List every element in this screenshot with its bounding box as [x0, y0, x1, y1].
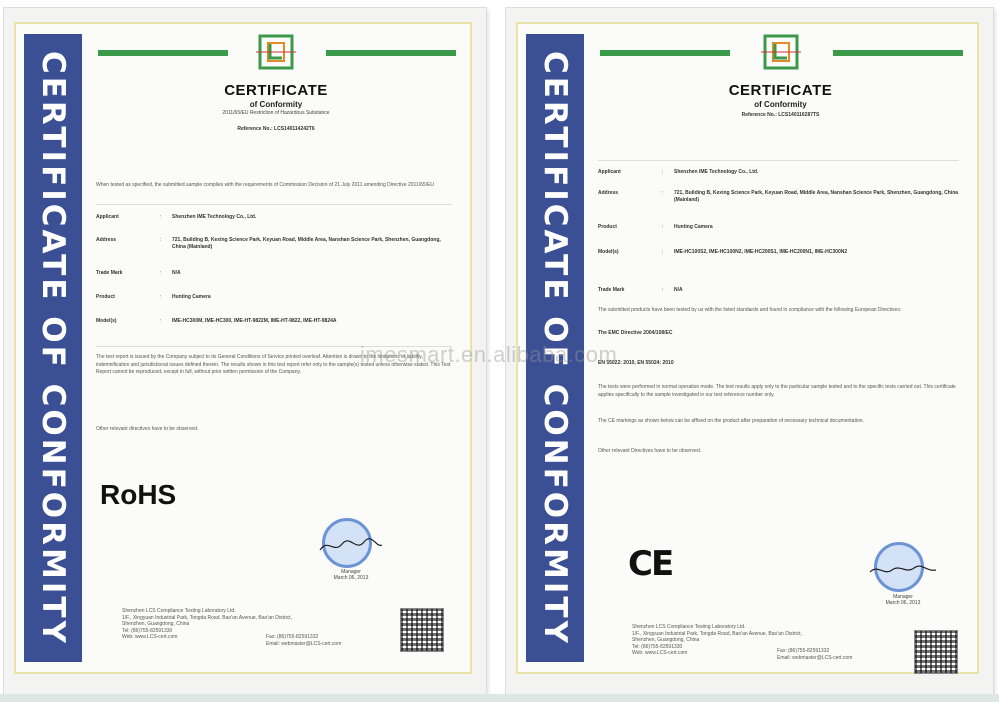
emc-directive: The EMC Directive 2004/108/EC	[598, 330, 673, 336]
field-applicant: Applicant : Shenzhen IME Technology Co., Ltd.	[96, 214, 454, 221]
directive-line: 2011/65/EU Restriction of Hazardous Substance	[222, 110, 330, 116]
field-label: Model(s)	[96, 318, 117, 324]
footer-fax: Fax: (86)755-82591332	[266, 634, 319, 640]
field-label: Address	[96, 237, 117, 243]
certificate-subtitle: of Conformity	[754, 100, 807, 109]
signature-date: March 06, 2013	[885, 600, 921, 606]
divider-rule	[96, 204, 452, 205]
footer-line: 1/F., Xingyuan Industrial Park, Tongda Road, Bao'an Avenue, Bao'an District,	[122, 614, 292, 621]
field-value: Shenzhen IME Technology Co., Ltd.	[674, 169, 759, 175]
terms-text: The test report is issued by the Company subject to its General Conditions of Service printed overleaf. Attention is drawn to the limitations of liability, indemnification and jurisdictional issues defined therein. The results shown in this test report refer only to the sample(s) tested unless otherwise stated. This Test Report cannot be reproduced, except in full, without prior written permission of the Company.	[96, 354, 451, 375]
footer-line: Shenzhen LCS Compliance Testing Laboratory Ltd.	[122, 608, 236, 614]
field-value: IME-HC300M, IME-HC300, IME-HT-9822M, IME-HT-9822, IME-HT-9824A	[172, 318, 337, 324]
field-models: Model(s) : IME-HC100S2, IME-HC100N2, IME-HC200S1, IME-HC200N1, IME-HC300N2	[598, 249, 961, 256]
field-value: 721, Building B, Kexing Science Park, Keyuan Road, Middle Area, Nanshan Science Park, Shenzhen, Guangdong, China (Mainland)	[172, 237, 441, 250]
tested-text: The submitted products have been tested by us with the listed standards and found in compliance with the following European Directives:	[598, 307, 902, 313]
field-product: Product : Hunting Camera	[598, 224, 961, 231]
field-label: Applicant	[598, 169, 621, 175]
field-label: Product	[598, 224, 617, 230]
top-bar-left	[98, 50, 228, 56]
field-value: Hunting Camera	[674, 224, 713, 230]
lab-footer-contact	[777, 648, 852, 661]
footer-line: Shenzhen, Guangdong, China	[632, 637, 700, 643]
lab-stamp-icon	[316, 518, 386, 568]
footer-email: Email: webmaster@LCS-cert.com	[266, 640, 342, 647]
side-band	[24, 34, 82, 662]
band-text: CERTIFICATE OF CONFORMITY	[537, 50, 573, 646]
top-bar-right	[326, 50, 456, 56]
rohs-mark: RoHS	[100, 479, 177, 510]
field-models: Model(s) : IME-HC300M, IME-HC300, IME-HT-9822M, IME-HT-9822, IME-HT-9824A	[96, 318, 454, 325]
manager-title: Manager	[893, 594, 913, 600]
emc-standards: EN 55022: 2010, EN 55024: 2010	[598, 360, 674, 366]
tests-text: The tests were performed in normal operation mode. The test results apply only to the particular sample tested and to the specific tests carried out. This certificate applies specifically to the sample investigated in our test reference number only.	[598, 384, 956, 398]
field-label: Applicant	[96, 214, 119, 220]
lcs-logo-icon	[761, 34, 801, 72]
lcs-logo-icon	[256, 34, 296, 72]
field-address: Address : 721, Building B, Kexing Science Park, Keyuan Road, Middle Area, Nanshan Science Park, Shenzhen, Guangdong, China (Mainland)	[96, 237, 454, 251]
intro-text: When tested as specified, the submitted sample complies with the requirements of Commission Decision of 21 July 2011 amending Directive 2011/65/EU	[96, 182, 435, 188]
field-label: Trade Mark	[598, 287, 625, 293]
signature-date: March 06, 2013	[333, 575, 369, 581]
reference-number: Reference No.: LCS140114242T6	[237, 126, 315, 132]
divider-rule	[598, 160, 959, 161]
lab-stamp-icon	[868, 542, 938, 592]
footer-line: Web: www.LCS-cert.com	[632, 650, 688, 656]
lab-footer-contact	[266, 634, 341, 647]
bottom-strip	[0, 694, 999, 702]
field-label: Trade Mark	[96, 270, 123, 276]
field-value: N/A	[172, 270, 181, 276]
field-trademark: Trade Mark : N/A	[598, 287, 961, 294]
certificate-title: CERTIFICATE	[728, 82, 833, 99]
other-directives: Other relevant directives have to be observed.	[96, 426, 199, 432]
field-value: Hunting Camera	[172, 294, 211, 300]
field-label: Address	[598, 190, 619, 196]
field-value: IME-HC100S2, IME-HC100N2, IME-HC200S1, IME-HC200N1, IME-HC300N2	[674, 249, 848, 255]
footer-line: Shenzhen, Guangdong, China	[122, 621, 190, 627]
qr-code-icon	[400, 608, 444, 652]
top-bar-right	[833, 50, 963, 56]
band-text: CERTIFICATE OF CONFORMITY	[35, 50, 71, 646]
other-directives: Other relevant Directives have to be observed.	[598, 448, 702, 454]
field-value: N/A	[674, 287, 683, 293]
top-bar-left	[600, 50, 730, 56]
certificate-subtitle: of Conformity	[249, 100, 303, 109]
footer-line: Tel: (86)755-82591330	[122, 627, 173, 634]
watermark: imesmart.en.alibaba.com	[360, 342, 618, 367]
field-applicant: Applicant : Shenzhen IME Technology Co., Ltd.	[598, 169, 961, 176]
field-value: Shenzhen IME Technology Co., Ltd.	[172, 214, 257, 220]
footer-fax: Fax: (86)755-82591332	[777, 648, 830, 654]
field-product: Product : Hunting Camera	[96, 294, 454, 301]
footer-email: Email: webmaster@LCS-cert.com	[777, 654, 853, 661]
footer-line: Shenzhen LCS Compliance Testing Laboratory Ltd.	[632, 624, 746, 630]
field-value: 721, Building B, Kexing Science Park, Keyuan Road, Middle Area, Nanshan Science Park, Shenzhen, Guangdong, China (Mainland)	[674, 190, 959, 203]
footer-line: Tel: (86)755-82591330	[632, 643, 683, 650]
footer-line: Web: www.LCS-cert.com	[122, 634, 178, 640]
field-label: Product	[96, 294, 115, 300]
field-address: Address : 721, Building B, Kexing Science Park, Keyuan Road, Middle Area, Nanshan Science Park, Shenzhen, Guangdong, China (Mainland)	[598, 190, 961, 204]
ce-mark: CE	[628, 544, 673, 584]
footer-line: 1/F., Xingyuan Industrial Park, Tongda Road, Bao'an Avenue, Bao'an District,	[632, 630, 802, 637]
qr-code-icon	[914, 630, 958, 674]
ce-marking-text: The CE markings as shown below can be affixed on the product after preparation of necessary technical documentation.	[598, 418, 864, 424]
reference-number: Reference No.: LCS140116287TS	[741, 112, 820, 118]
certificate-title: CERTIFICATE	[224, 82, 328, 99]
field-label: Model(s)	[598, 249, 619, 255]
field-trademark: Trade Mark : N/A	[96, 270, 454, 277]
manager-title: Manager	[341, 569, 361, 575]
